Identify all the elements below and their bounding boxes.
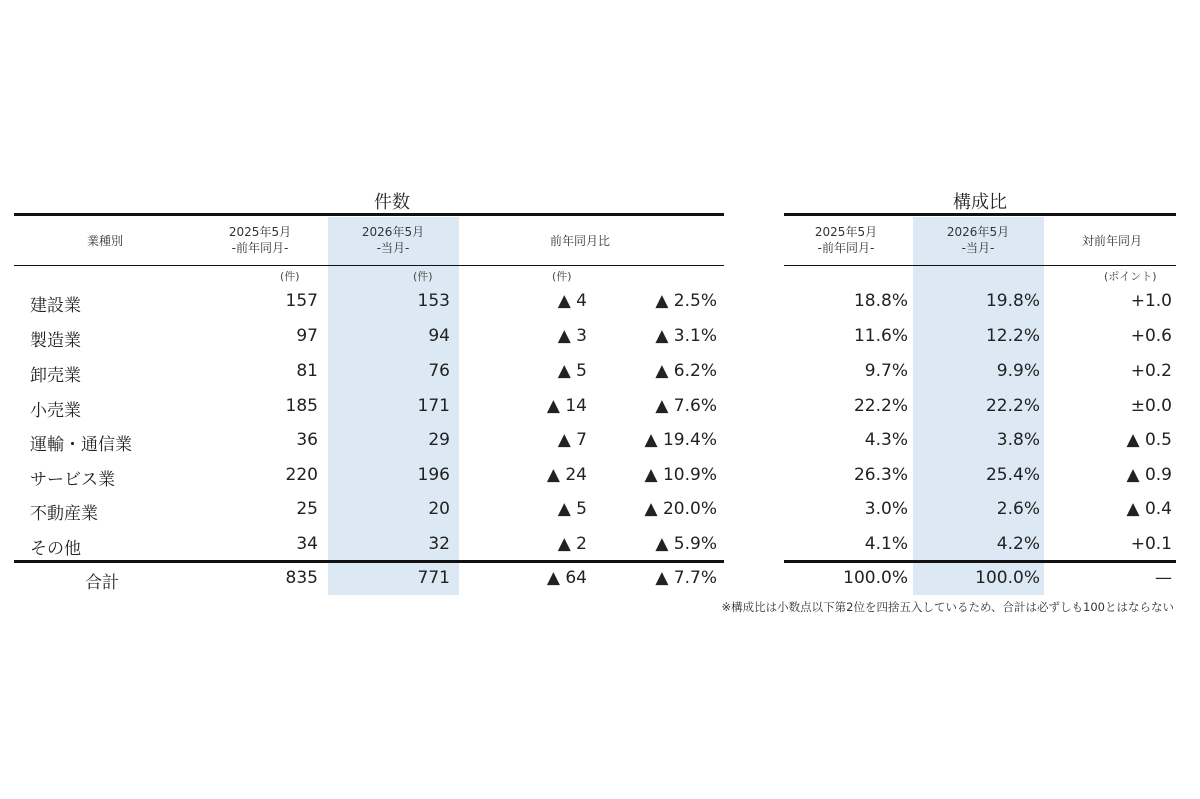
prev-ratio-header-line1: 2025年5月 — [814, 225, 878, 239]
prev-ratio: 9.7% — [864, 361, 908, 381]
prev-ratio: 4.3% — [864, 430, 908, 450]
point-change: ▲ 0.9 — [1126, 465, 1172, 485]
total-yoy-diff: ▲ 64 — [546, 568, 587, 588]
cur-count: 153 — [417, 291, 450, 311]
yoy-header: 前年同月比 — [549, 234, 610, 248]
cur-count-unit: (件) — [413, 270, 433, 283]
yoy-diff: ▲ 24 — [546, 465, 587, 485]
industry-label: その他 — [30, 539, 81, 559]
yoy-diff: ▲ 7 — [557, 430, 587, 450]
point-change: ▲ 0.4 — [1126, 499, 1172, 519]
prev-ratio-header — [786, 224, 906, 256]
total-point-change: — — [1155, 568, 1172, 588]
cur-count: 32 — [428, 534, 450, 554]
industry-label: サービス業 — [30, 470, 115, 490]
yoy-diff: ▲ 14 — [546, 396, 587, 416]
cur-count: 196 — [417, 465, 450, 485]
prev-ratio: 26.3% — [853, 465, 908, 485]
counts-top-rule — [14, 213, 724, 216]
prev-count: 81 — [296, 361, 318, 381]
industry-label: 製造業 — [30, 331, 81, 351]
industry-label: 建設業 — [30, 296, 81, 316]
point-change: ▲ 0.5 — [1126, 430, 1172, 450]
prev-count: 34 — [296, 534, 318, 554]
yoy-pct: ▲ 2.5% — [655, 291, 717, 311]
point-change: +0.6 — [1130, 326, 1172, 346]
cur-ratio-header-line1: 2026年5月 — [946, 225, 1010, 239]
point-change: +1.0 — [1130, 291, 1172, 311]
yoy-pct: ▲ 19.4% — [644, 430, 717, 450]
cur-count-header-line1: 2026年5月 — [361, 225, 425, 239]
prev-count: 25 — [296, 499, 318, 519]
total-yoy-pct: ▲ 7.7% — [655, 568, 717, 588]
prev-ratio-header-line2: -前年同月- — [817, 241, 875, 255]
prev-count-header — [200, 224, 320, 256]
industry-label: 小売業 — [30, 401, 81, 421]
prev-count: 185 — [285, 396, 318, 416]
ratio-section-title: 構成比 — [953, 192, 1007, 213]
total-prev-ratio: 100.0% — [843, 568, 908, 588]
cur-count: 94 — [428, 326, 450, 346]
cur-ratio: 12.2% — [985, 326, 1040, 346]
cur-count: 76 — [428, 361, 450, 381]
prev-count-unit: (件) — [280, 270, 300, 283]
yoy-pct: ▲ 3.1% — [655, 326, 717, 346]
points-unit: (ポイント) — [1104, 270, 1157, 283]
yoy-diff: ▲ 3 — [557, 326, 587, 346]
prev-ratio: 3.0% — [864, 499, 908, 519]
prev-ratio: 11.6% — [853, 326, 908, 346]
industry-header: 業種別 — [86, 234, 123, 248]
industry-label: 運輸・通信業 — [30, 435, 132, 455]
cur-ratio: 22.2% — [985, 396, 1040, 416]
cur-count: 171 — [417, 396, 450, 416]
ratio-top-rule — [784, 213, 1176, 216]
yoy-pct: ▲ 7.6% — [655, 396, 717, 416]
prev-count: 36 — [296, 430, 318, 450]
cur-ratio: 19.8% — [985, 291, 1040, 311]
cur-ratio: 25.4% — [985, 465, 1040, 485]
cur-ratio: 3.8% — [996, 430, 1040, 450]
prev-ratio: 22.2% — [853, 396, 908, 416]
total-cur-ratio: 100.0% — [975, 568, 1040, 588]
total-label: 合計 — [85, 573, 119, 593]
counts-header-rule — [14, 265, 724, 266]
yoy-diff: ▲ 2 — [557, 534, 587, 554]
yoy-diff: ▲ 5 — [557, 361, 587, 381]
yoy-unit: (件) — [552, 270, 572, 283]
yoy-diff: ▲ 5 — [557, 499, 587, 519]
yoy-diff: ▲ 4 — [557, 291, 587, 311]
vs-prev-header: 対前年同月 — [1081, 234, 1142, 248]
cur-ratio: 4.2% — [996, 534, 1040, 554]
counts-section-title: 件数 — [374, 192, 410, 213]
industry-label: 不動産業 — [30, 504, 98, 524]
total-cur-count: 771 — [417, 568, 450, 588]
prev-count: 157 — [285, 291, 318, 311]
industry-label: 卸売業 — [30, 366, 81, 386]
cur-count-header-line2: -当月- — [376, 241, 410, 255]
yoy-pct: ▲ 20.0% — [644, 499, 717, 519]
prev-count-header-line1: 2025年5月 — [228, 225, 292, 239]
cur-count: 20 — [428, 499, 450, 519]
counts-total-rule — [14, 560, 724, 563]
cur-count: 29 — [428, 430, 450, 450]
ratio-total-rule — [784, 560, 1176, 563]
prev-count-header-line2: -前年同月- — [231, 241, 289, 255]
cur-count-header — [333, 224, 453, 256]
point-change: +0.2 — [1130, 361, 1172, 381]
yoy-pct: ▲ 5.9% — [655, 534, 717, 554]
footnote: ※構成比は小数点以下第2位を四捨五入しているため、合計は必ずしも100とはならない — [721, 600, 1174, 614]
prev-ratio: 18.8% — [853, 291, 908, 311]
prev-ratio: 4.1% — [864, 534, 908, 554]
cur-ratio: 9.9% — [996, 361, 1040, 381]
cur-ratio-header-line2: -当月- — [961, 241, 995, 255]
prev-count: 220 — [285, 465, 318, 485]
prev-count: 97 — [296, 326, 318, 346]
point-change: ±0.0 — [1130, 396, 1172, 416]
total-prev-count: 835 — [285, 568, 318, 588]
point-change: +0.1 — [1130, 534, 1172, 554]
ratio-header-rule — [784, 265, 1176, 266]
cur-ratio: 2.6% — [996, 499, 1040, 519]
yoy-pct: ▲ 10.9% — [644, 465, 717, 485]
cur-ratio-header — [918, 224, 1038, 256]
yoy-pct: ▲ 6.2% — [655, 361, 717, 381]
